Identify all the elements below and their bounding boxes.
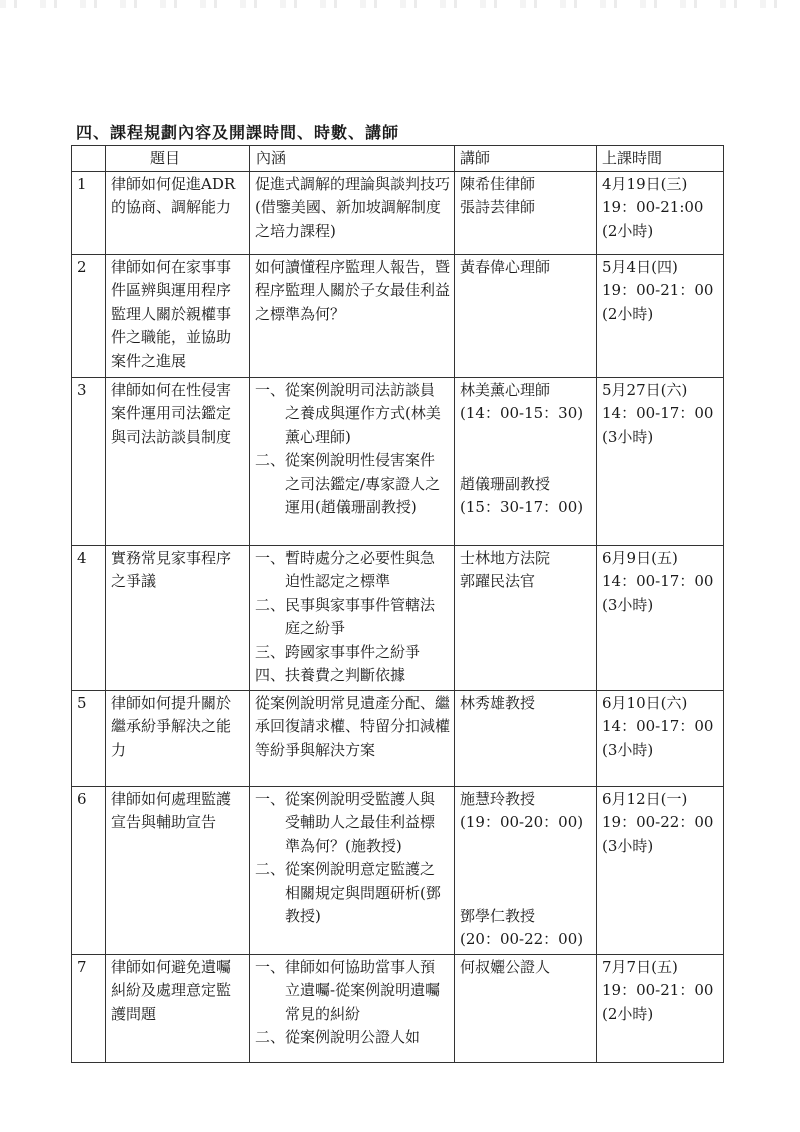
row-number: 2 bbox=[72, 254, 106, 377]
lecturer-name: 鄧學仁教授 bbox=[460, 906, 536, 925]
row-number: 7 bbox=[72, 954, 106, 1062]
row-time bbox=[597, 377, 724, 545]
topic-text: 律師如何在性侵害案件運用司法鑑定與司法訪談員制度 bbox=[111, 380, 232, 446]
item-number: 二、 bbox=[255, 595, 286, 614]
time-date: 6月10日(六) bbox=[602, 693, 688, 712]
item-number: 四、 bbox=[255, 666, 286, 684]
row-content bbox=[250, 954, 455, 1062]
row-topic bbox=[106, 377, 250, 545]
content-item bbox=[255, 956, 450, 1027]
lecturer-session-time: (20：00-22：00) bbox=[460, 930, 584, 948]
content-item bbox=[255, 641, 450, 665]
table-header-row bbox=[72, 146, 724, 172]
time-hours: 19：00-21：00 bbox=[602, 281, 714, 299]
row-content bbox=[250, 254, 455, 377]
item-text: 扶養費之判斷依據 bbox=[285, 666, 406, 684]
lecturer-name: 林美薰心理師 bbox=[460, 380, 551, 399]
item-text: 從案例說明性侵害案件之司法鑑定/專家證人之運用(趙儀珊副教授) bbox=[285, 451, 441, 516]
content-item bbox=[255, 449, 450, 520]
content-item bbox=[255, 1026, 450, 1050]
row-number: 1 bbox=[72, 171, 106, 254]
row-topic bbox=[106, 171, 250, 254]
time-hours: 14：00-17：00 bbox=[602, 404, 714, 422]
row-number: 6 bbox=[72, 786, 106, 954]
lecturer-session-time: (19：00-20：00) bbox=[460, 813, 584, 831]
content-item bbox=[255, 547, 450, 594]
item-text: 暫時處分之必要性與急迫性認定之標準 bbox=[285, 548, 436, 590]
table-row bbox=[72, 786, 724, 954]
item-text: 民事與家事事件管轄法庭之紛爭 bbox=[285, 595, 436, 637]
row-lecturer bbox=[455, 690, 597, 786]
topic-text: 律師如何促進ADR的協商、調解能力 bbox=[111, 174, 236, 216]
row-time bbox=[597, 254, 724, 377]
row-time bbox=[597, 690, 724, 786]
topic-text: 律師如何處理監護宣告與輔助宣告 bbox=[111, 789, 232, 831]
item-text: 跨國家事事件之紛爭 bbox=[285, 642, 421, 661]
content-item bbox=[255, 594, 450, 641]
item-number: 一、 bbox=[255, 380, 286, 399]
content-item bbox=[255, 379, 450, 450]
item-number: 二、 bbox=[255, 860, 286, 878]
content-text: 從案例說明常見遺產分配、繼承回復請求權、特留分扣減權等紛爭與解決方案 bbox=[255, 693, 451, 759]
table-row bbox=[72, 377, 724, 545]
time-duration: (3小時) bbox=[602, 836, 654, 855]
section-heading: 四、課程規劃內容及開課時間、時數、講師 bbox=[76, 123, 400, 142]
row-content bbox=[250, 171, 455, 254]
row-lecturer bbox=[455, 954, 597, 1062]
item-number: 二、 bbox=[255, 1028, 286, 1046]
topic-text: 律師如何在家事事件區辨與運用程序監理人關於親權事件之職能，並協助案件之進展 bbox=[111, 257, 232, 370]
time-date: 7月7日(五) bbox=[602, 957, 678, 976]
lecturer-session-time: (15：30-17：00) bbox=[460, 498, 584, 516]
row-lecturer bbox=[455, 786, 597, 954]
lecturer-name: 陳希佳律師 bbox=[460, 174, 536, 193]
time-duration: (2小時) bbox=[602, 1004, 654, 1023]
time-hours: 19：00-22：00 bbox=[602, 813, 714, 831]
time-date: 5月4日(四) bbox=[602, 257, 678, 276]
table-row bbox=[72, 690, 724, 786]
time-hours: 19：00-21:00 bbox=[602, 198, 704, 216]
row-content bbox=[250, 545, 455, 690]
lecturer-name: 黃春偉心理師 bbox=[460, 257, 551, 276]
topic-text: 律師如何提升關於繼承紛爭解決之能力 bbox=[111, 693, 232, 759]
time-date: 4月19日(三) bbox=[602, 174, 688, 193]
row-lecturer bbox=[455, 171, 597, 254]
row-content bbox=[250, 377, 455, 545]
lecturer-session-time: (14：00-15：30) bbox=[460, 404, 584, 422]
cell-spacer bbox=[460, 426, 592, 473]
item-number: 一、 bbox=[255, 548, 286, 567]
header-lecturer: 講師 bbox=[455, 146, 597, 172]
time-duration: (3小時) bbox=[602, 427, 654, 446]
row-lecturer bbox=[455, 254, 597, 377]
table-row bbox=[72, 254, 724, 377]
item-text: 律師如何協助當事人預立遺囑-從案例說明遺囑常見的糾紛 bbox=[285, 957, 441, 1023]
item-number: 一、 bbox=[255, 789, 286, 808]
header-content: 內涵 bbox=[250, 146, 455, 172]
topic-text: 律師如何避免遺囑糾紛及處理意定監護問題 bbox=[111, 957, 232, 1023]
item-text: 從案例說明受監護人與受輔助人之最佳利益標準為何？(施教授) bbox=[285, 789, 436, 855]
row-lecturer bbox=[455, 545, 597, 690]
content-item bbox=[255, 858, 450, 929]
time-date: 5月27日(六) bbox=[602, 380, 688, 399]
row-time bbox=[597, 171, 724, 254]
row-content bbox=[250, 690, 455, 786]
header-no bbox=[72, 146, 106, 172]
time-hours: 19：00-21：00 bbox=[602, 981, 714, 999]
item-text: 從案例說明司法訪談員之養成與運作方式(林美薰心理師) bbox=[285, 380, 441, 446]
lecturer-name: 郭躍民法官 bbox=[460, 572, 536, 590]
row-topic bbox=[106, 545, 250, 690]
content-item bbox=[255, 664, 450, 688]
time-duration: (3小時) bbox=[602, 740, 654, 759]
table-row bbox=[72, 171, 724, 254]
row-topic bbox=[106, 786, 250, 954]
time-hours: 14：00-17：00 bbox=[602, 572, 714, 590]
row-time bbox=[597, 545, 724, 690]
course-schedule-table bbox=[71, 145, 724, 1063]
table-row bbox=[72, 954, 724, 1062]
topic-text: 實務常見家事程序之爭議 bbox=[111, 548, 232, 590]
row-number: 4 bbox=[72, 545, 106, 690]
header-topic: 題目 bbox=[106, 146, 250, 172]
row-topic bbox=[106, 690, 250, 786]
row-time bbox=[597, 786, 724, 954]
table-row bbox=[72, 545, 724, 690]
content-item bbox=[255, 788, 450, 859]
time-date: 6月12日(一) bbox=[602, 789, 688, 808]
row-topic bbox=[106, 954, 250, 1062]
lecturer-name: 何叔孋公證人 bbox=[460, 957, 551, 976]
lecturer-name: 施慧玲教授 bbox=[460, 789, 536, 808]
lecturer-name: 趙儀珊副教授 bbox=[460, 474, 551, 493]
time-duration: (2小時) bbox=[602, 221, 654, 240]
row-content bbox=[250, 786, 455, 954]
item-number: 二、 bbox=[255, 451, 286, 469]
row-number: 5 bbox=[72, 690, 106, 786]
header-time: 上課時間 bbox=[597, 146, 724, 172]
scan-edge-artifact bbox=[0, 0, 800, 8]
item-text: 從案例說明意定監護之相關規定與問題研析(鄧教授) bbox=[285, 860, 441, 925]
row-number: 3 bbox=[72, 377, 106, 545]
item-text: 從案例說明公證人如 bbox=[285, 1028, 421, 1046]
time-duration: (2小時) bbox=[602, 304, 654, 323]
lecturer-name: 張詩芸律師 bbox=[460, 198, 536, 216]
content-text: 如何讀懂程序監理人報告，暨程序監理人關於子女最佳利益之標準為何？ bbox=[255, 257, 451, 323]
lecturer-court: 士林地方法院 bbox=[460, 548, 551, 567]
row-lecturer bbox=[455, 377, 597, 545]
item-number: 一、 bbox=[255, 957, 286, 976]
time-duration: (3小時) bbox=[602, 595, 654, 614]
row-topic bbox=[106, 254, 250, 377]
time-hours: 14：00-17：00 bbox=[602, 717, 714, 735]
time-date: 6月9日(五) bbox=[602, 548, 678, 567]
cell-spacer bbox=[460, 835, 592, 905]
content-text: 促進式調解的理論與談判技巧(借鑒美國、新加坡調解制度之培力課程) bbox=[255, 174, 451, 240]
lecturer-name: 林秀雄教授 bbox=[460, 693, 536, 712]
row-time bbox=[597, 954, 724, 1062]
item-number: 三、 bbox=[255, 642, 286, 661]
